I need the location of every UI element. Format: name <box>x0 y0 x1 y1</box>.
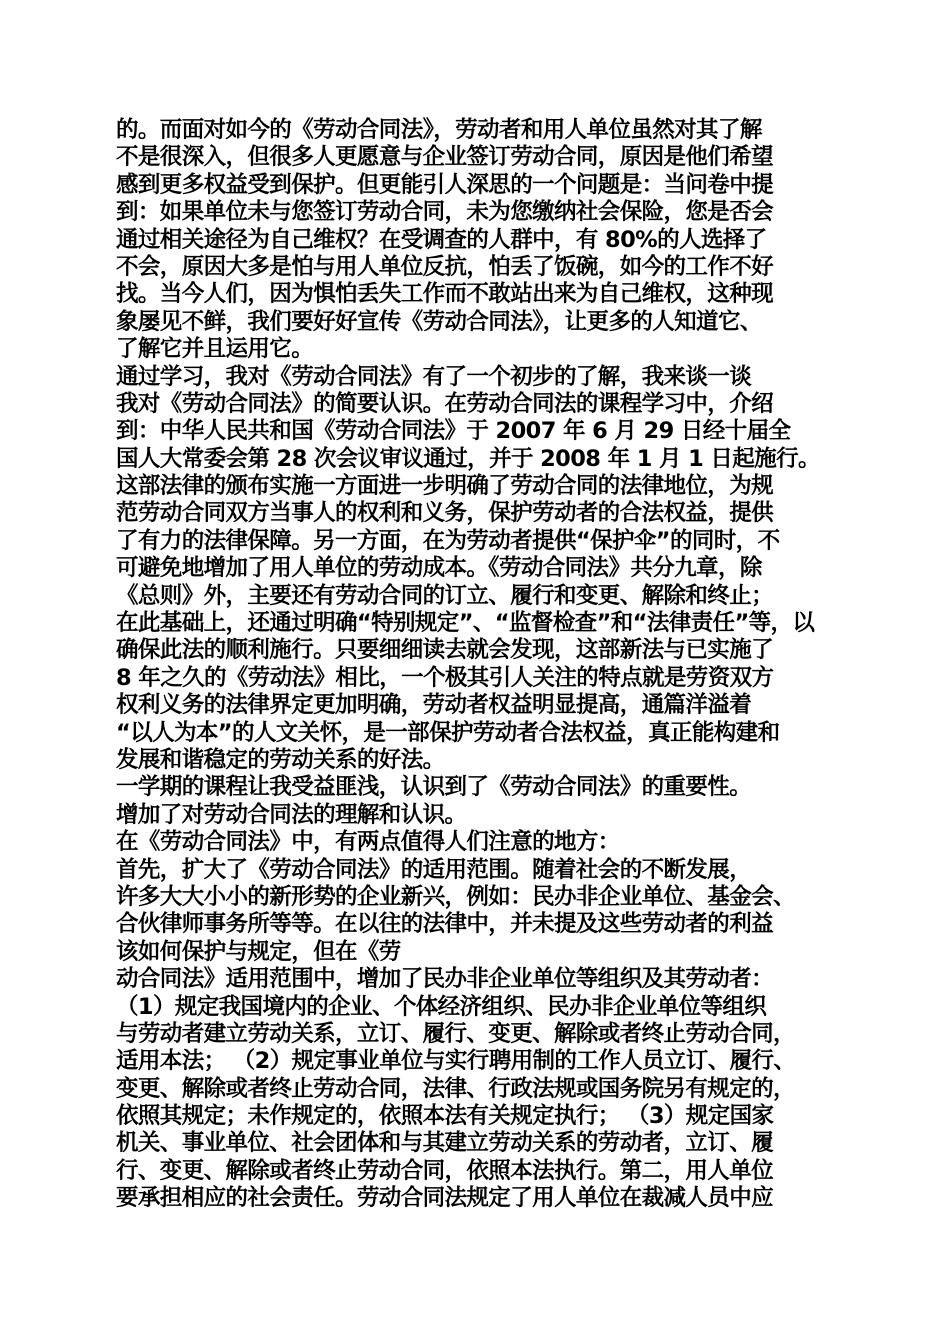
text-line: （1）规定我国境内的企业、个体经济组织、民办非企业单位等组织 <box>116 993 767 1020</box>
text-line: “以人为本”的人文关怀，是一部保护劳动者合法权益，真正能构建和 <box>116 719 780 746</box>
text-line: 不是很深入，但很多人更愿意与企业签订劳动合同，原因是他们希望 <box>116 144 774 171</box>
text-line: 该如何保护与规定，但在《劳 <box>116 938 401 965</box>
text-line: 行、变更、解除或者终止劳动合同，依照本法执行。第二，用人单位 <box>116 1157 774 1184</box>
text-line: 了有力的法律保障。另一方面，在为劳动者提供“保护伞”的同时，不 <box>116 527 780 554</box>
text-line: 在此基础上，还通过明确“特别规定”、“监督检查”和“法律责任”等，以 <box>116 610 815 637</box>
text-line: 一学期的课程让我受益匪浅，认识到了《劳动合同法》的重要性。 <box>116 774 752 801</box>
text-line: 通过相关途径为自己维权？在受调查的人群中，有 80%的人选择了 <box>116 226 767 253</box>
text-line: 许多大大小小的新形势的企业新兴，例如：民办非企业单位、基金会、 <box>116 883 795 910</box>
text-line: 这部法律的颁布实施一方面进一步明确了劳动合同的法律地位，为规 <box>116 473 774 500</box>
text-line: 要承担相应的社会责任。劳动合同法规定了用人单位在裁减人员中应 <box>116 1185 774 1212</box>
text-line: 的。而面对如今的《劳动合同法》，劳动者和用人单位虽然对其了解 <box>116 117 762 143</box>
text-line: 确保此法的顺利施行。只要细细读去就会发现，这部新法与已实施了 <box>116 637 774 664</box>
text-line: 依照其规定；未作规定的，依照本法有关规定执行； （3）规定国家 <box>116 1103 774 1130</box>
text-line: 增加了对劳动合同法的理解和认识。 <box>116 801 467 828</box>
text-line: 适用本法； （2）规定事业单位与实行聘用制的工作人员立订、履行、 <box>116 1048 796 1075</box>
text-line: 权利义务的法律界定更加明确，劳动者权益明显提高，通篇洋溢着 <box>116 692 752 719</box>
text-line: 《总则》外，主要还有劳动合同的订立、履行和变更、解除和终止； <box>116 582 774 609</box>
text-line: 变更、解除或者终止劳动合同，法律、行政法规或国务院另有规定的， <box>116 1075 795 1102</box>
text-line: 机关、事业单位、社会团体和与其建立劳动关系的劳动者，立订、履 <box>116 1130 774 1157</box>
text-line: 8 年之久的《劳动法》相比，一个极其引人关注的特点就是劳资双方 <box>116 664 774 691</box>
text-line: 到：中华人民共和国《劳动合同法》于 2007 年 6 月 29 日经十届全 <box>116 418 791 445</box>
text-line: 了解它并且运用它。 <box>116 336 314 363</box>
text-line: 不会，原因大多是怕与用人单位反抗，怕丢了饭碗，如今的工作不好 <box>116 253 774 280</box>
text-line: 国人大常委会第 28 次会议审议通过，并于 2008 年 1 月 1 日起施行。 <box>116 445 820 472</box>
text-line: 合伙律师事务所等等。在以往的法律中，并未提及这些劳动者的利益 <box>116 911 774 938</box>
text-line: 找。当今人们，因为惧怕丢失工作而不敢站出来为自己维权，这种现 <box>116 281 774 308</box>
text-line: 动合同法》适用范围中，增加了民办非企业单位等组织及其劳动者： <box>116 966 774 993</box>
text-line: 象屡见不鲜，我们要好好宣传《劳动合同法》，让更多的人知道它、 <box>116 308 762 335</box>
text-line: 范劳动合同双方当事人的权利和义务，保护劳动者的合法权益，提供 <box>116 500 774 527</box>
text-line: 可避免地增加了用人单位的劳动成本。《劳动合同法》共分九章，除 <box>116 555 762 582</box>
text-line: 发展和谐稳定的劳动关系的好法。 <box>116 746 445 773</box>
text-line: 我对《劳动合同法》的简要认识。在劳动合同法的课程学习中，介绍 <box>116 390 774 417</box>
text-line: 首先，扩大了《劳动合同法》的适用范围。随着社会的不断发展， <box>116 856 752 883</box>
text-line: 与劳动者建立劳动关系，立订、履行、变更、解除或者终止劳动合同， <box>116 1020 795 1047</box>
text-line: 通过学习，我对《劳动合同法》有了一个初步的了解，我来谈一谈 <box>116 363 752 390</box>
body-text <box>116 117 846 1213</box>
text-line: 到：如果单位未与您签订劳动合同，未为您缴纳社会保险，您是否会 <box>116 199 774 226</box>
text-line: 感到更多权益受到保护。但更能引人深思的一个问题是：当问卷中提 <box>116 171 774 198</box>
text-line: 在《劳动合同法》中，有两点值得人们注意的地方： <box>116 829 620 856</box>
